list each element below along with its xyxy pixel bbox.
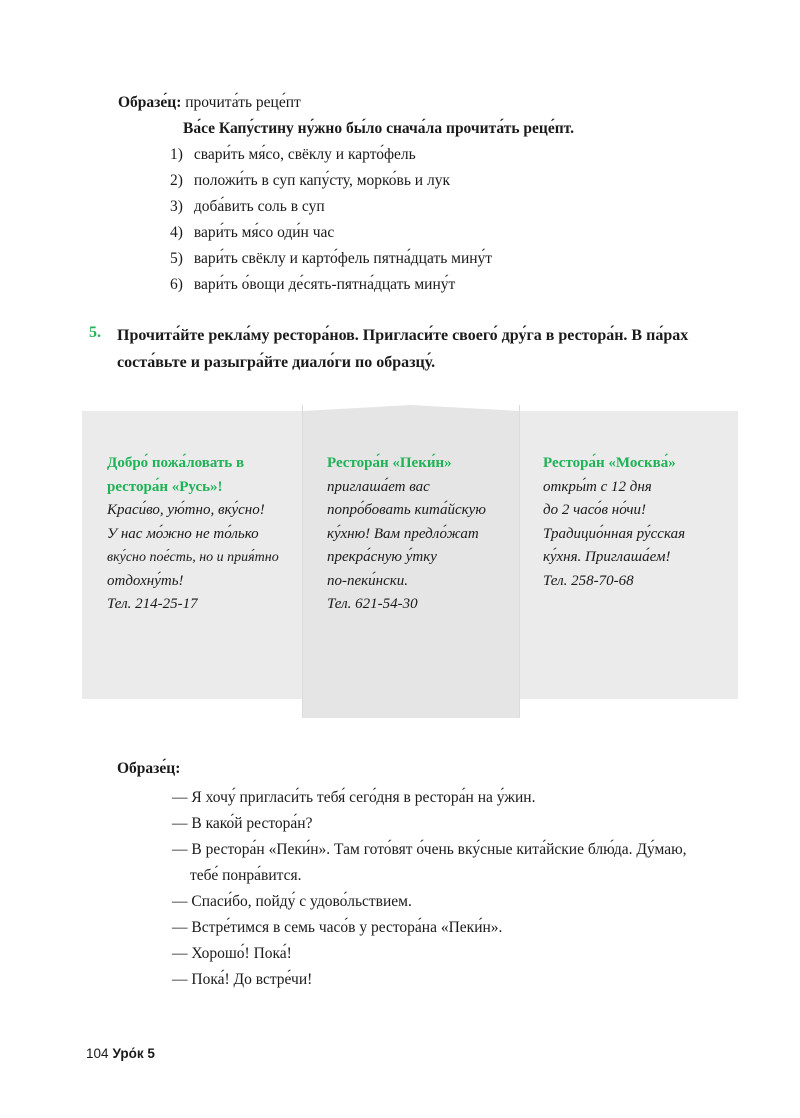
ad-pekin <box>327 452 486 617</box>
ad-phone: Тел. 214-25-17 <box>107 596 198 612</box>
ad-text: ку́хня. Приглаша́ем! <box>543 549 671 565</box>
list-item: 4) вари́ть мя́со оди́н час <box>170 224 335 241</box>
example-sentence: Ва́се Капу́стину ну́жно бы́ло снача́ла прочита́ть реце́пт. <box>183 120 574 137</box>
ad-text: отдохну́ть! <box>107 572 184 589</box>
example-label: Образе́ц: <box>118 94 182 111</box>
ad-text: У нас мо́жно не то́лько <box>107 525 259 542</box>
list-item: 6) вари́ть о́вощи де́сять-пятна́дцать мину́т <box>170 276 456 293</box>
ad-text: ку́хню! Вам предло́жат <box>327 525 479 542</box>
ad-phone: Тел. 258-70-68 <box>543 572 634 589</box>
ad-title: Рестора́н «Москва́» <box>543 455 676 471</box>
step-list <box>170 144 492 300</box>
example-label-line <box>118 94 301 112</box>
dialogue-label: Образе́ц: <box>117 760 181 777</box>
lesson-label: Уро́к 5 <box>112 1046 155 1061</box>
ad-text: откры́т с 12 дня <box>543 478 652 495</box>
dialogue-line: — Пока́! До встре́чи! <box>172 971 313 988</box>
dialogue <box>172 785 687 993</box>
list-item: 3) доба́вить соль в суп <box>170 198 325 215</box>
ad-text: до 2 часо́в но́чи! <box>543 502 646 518</box>
ad-moskva <box>543 452 685 593</box>
ad-text: прекра́сную у́тку <box>327 549 437 565</box>
task-number: 5. <box>89 324 101 341</box>
ad-title: Рестора́н «Пеки́н» <box>327 455 452 471</box>
list-item: 2) положи́ть в суп капу́сту, морко́вь и лук <box>170 172 450 189</box>
dialogue-line: — В како́й рестора́н? <box>172 815 313 832</box>
task-instruction: Прочита́йте рекла́му рестора́нов. Пригласи́те своего́ дру́га в рестора́н. В па́рах соста́вьте и разыгра́йте диало́ги по образцу́. <box>117 327 689 371</box>
ad-text: вку́сно пое́сть, но и прия́тно <box>107 550 279 565</box>
ad-text: попро́бовать кита́йскую <box>327 502 486 518</box>
ad-rus <box>107 452 279 617</box>
dialogue-line: — В рестора́н «Пеки́н». Там гото́вят о́чень вку́сные кита́йские блю́да. Ду́маю, <box>172 841 687 858</box>
list-item: 1) свари́ть мя́со, свёклу и карто́фель <box>170 146 416 163</box>
ad-text: Традицио́нная ру́сская <box>543 525 686 542</box>
fold-line <box>302 405 303 718</box>
ad-text: приглаша́ет вас <box>327 478 430 495</box>
dialogue-line: — Хорошо́! Пока́! <box>172 945 292 962</box>
page-footer <box>86 1046 155 1061</box>
dialogue-line-continued: тебе́ понра́вится. <box>190 867 302 884</box>
ad-text: Краси́во, ую́тно, вку́сно! <box>107 502 265 518</box>
example-prompt: прочита́ть реце́пт <box>181 94 301 111</box>
dialogue-line: — Спаси́бо, пойду́ с удово́льствием. <box>172 893 412 910</box>
ad-phone: Тел. 621-54-30 <box>327 596 418 612</box>
fold-line <box>519 405 520 718</box>
ad-title: Добро́ пожа́ловать в <box>107 455 245 471</box>
ad-title: рестора́н «Русь»! <box>107 478 223 495</box>
page-number: 104 <box>86 1046 109 1061</box>
list-item: 5) вари́ть свёклу и карто́фель пятна́дцать мину́т <box>170 250 493 267</box>
dialogue-line: — Я хочу́ пригласи́ть тебя́ сего́дня в рестора́н на у́жин. <box>172 789 536 806</box>
dialogue-line: — Встре́тимся в семь часо́в у рестора́на «Пеки́н». <box>172 919 503 936</box>
ad-text: по-пеки́нски. <box>327 572 409 589</box>
